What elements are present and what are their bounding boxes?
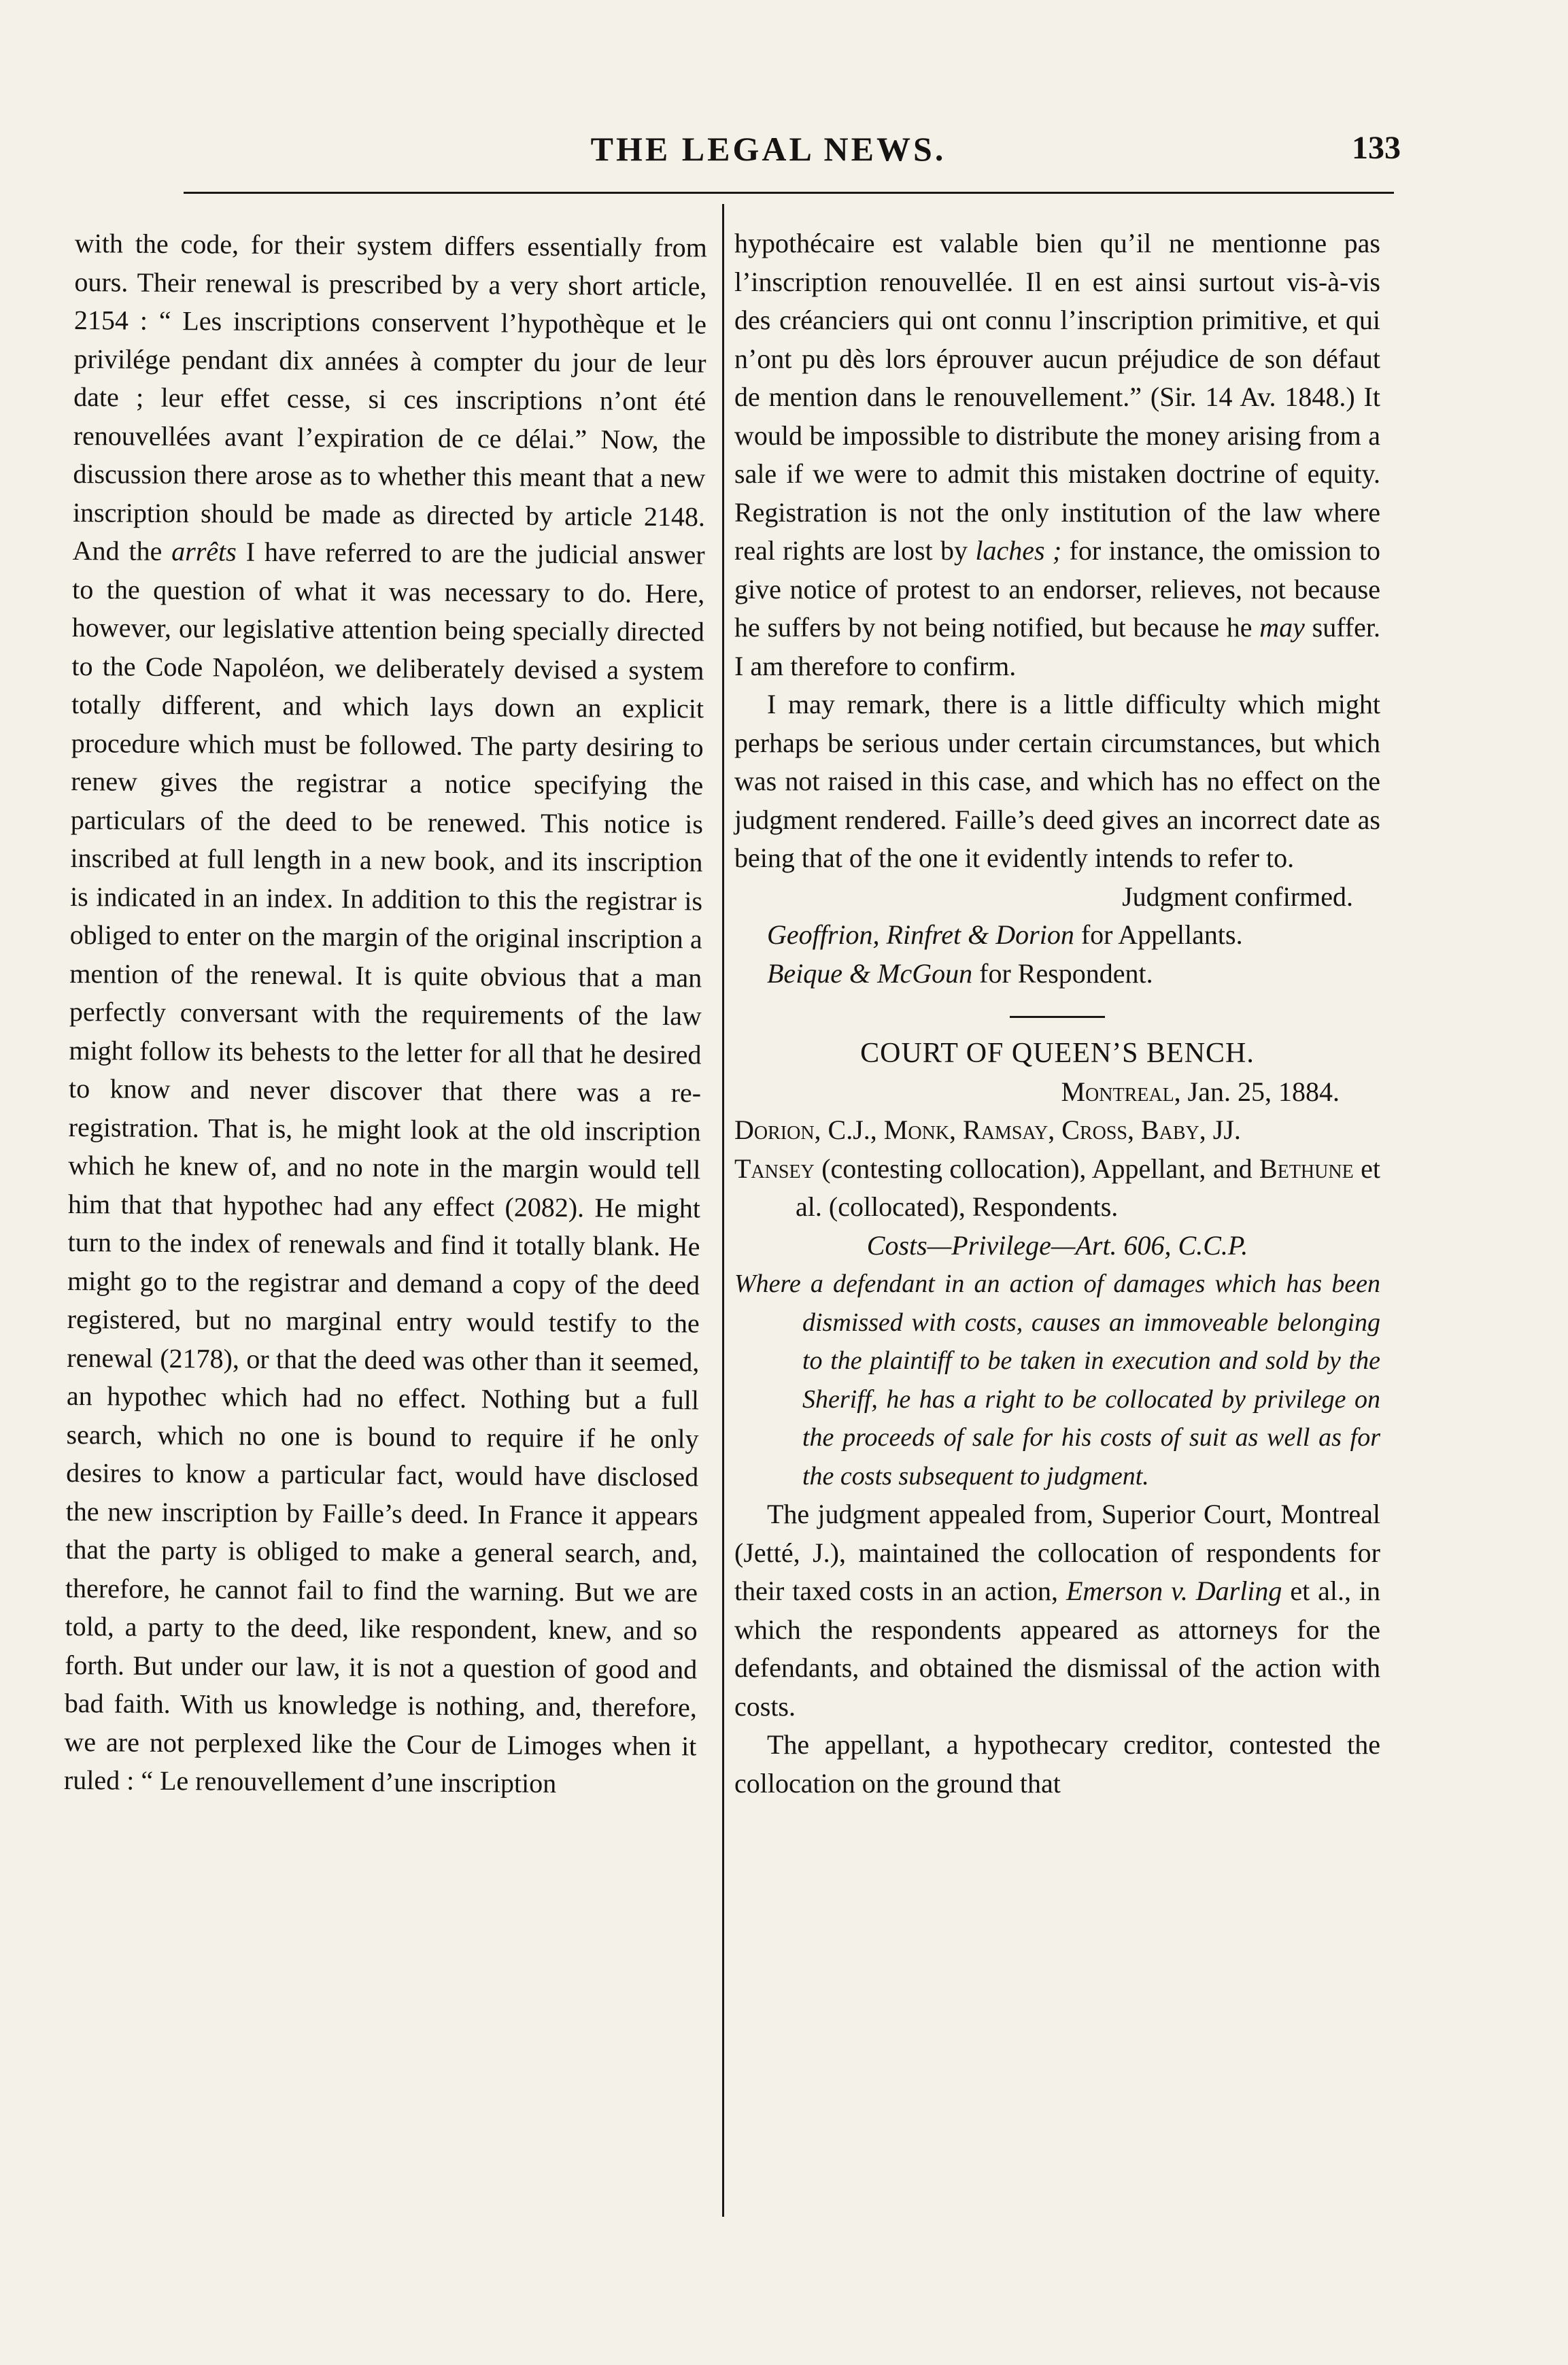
respondent-counsel: Beique & McGoun (767, 957, 973, 989)
remark-paragraph: I may remark, there is a little difficulty which might perhaps be serious under certain circumstances, but which was not raised in this case, and which has no effect on the judgment rendered. Faille’s deed gives an incorrect date as being that of the one it evidently intends to refer to. (734, 689, 1380, 873)
left-text-2: I have referred to are the judicial answer to the question of what it was necessary to do. Here, however, our legislative attention being specially directed to the Code Napoléon, we deliberately devised a system totally different, and which lays down an explicit procedure which must be followed. The party desiring to renew gives the registrar a notice specifying the particulars of the deed to be renewed. This notice is inscribed at full length in a new book, and its inscription is indicated in an index. In addition to this the registrar is obliged to enter on the margin of the original inscription a mention of the renewal. It is quite obvious that a man perfectly conversant with the requirements of the law might follow its behests to the letter for all that he desired to know and never discover that there was a re-registration. That is, he might look at the old inscription which he knew of, and no note in the margin would tell him that that hypothec had any effect (2082). He might turn to the index of renewals and find it totally blank. He might go to the registrar and demand a copy of the deed registered, but no marginal entry would testify to the renewal (2178), or that the deed was other than it seemed, an hypothec which had no effect. Nothing but a full search, which no one is bound to require if he only desires to know a particular fact, would have disclosed the new inscription by Faille’s deed. In France it appears that the party is obliged to make a general search, and, therefore, he cannot fail to find the warning. But we are told, a party to the deed, like respondent, knew, and so forth. But under our law, it is not a question of good and bad faith. With us knowledge is nothing, and, therefore, we are not perplexed like the Cour de Limoges when it ruled : “ Le renouvellement d’une inscription (63, 536, 705, 1799)
court-heading: COURT OF QUEEN’S BENCH. (860, 1038, 1255, 1069)
facts-text-b: et al., in which the respondents appeared as attorneys for the defendants, and obtained the dismissal of the action with costs. (734, 1576, 1380, 1722)
respondent-counsel-line (734, 955, 1380, 993)
appellants-label: for Appellants. (1074, 919, 1243, 950)
party-1-role: (contesting collocation), Appellant, and (814, 1153, 1260, 1184)
headnote: Where a defendant in an action of damages which has been dismissed with costs, causes an immoveable belonging to the plaintiff to be taken in execution and sold by the Sheriff, he has a right to be collocated by privilege on the proceeds of sale for his costs of suit as well as for the costs subsequent to judgment. (734, 1270, 1380, 1491)
judgment-line: Judgment confirmed. (1122, 881, 1353, 912)
appellants-counsel-line (734, 916, 1380, 955)
column-divider (722, 204, 724, 2217)
left-text-1: with the code, for their system differs essentially from ours. Their renewal is prescribed by a very short article, 2154 : “ Les inscriptions conservent l’hypothèque et le privilége pendant dix années à compter du jour de leur date ; leur effet cesse, si ces inscriptions n’ont été renouvellées avant l’expiration de ce délai.” Now, the discussion there arose as to whether this meant that a new inscription should be made as directed by article 2148. And the (72, 227, 707, 567)
page-number: 133 (1352, 130, 1401, 166)
opinion-conclusion (734, 224, 1380, 685)
parties-line (734, 1150, 1380, 1227)
respondent-label: for Respondent. (972, 957, 1153, 989)
party-2: Bethune (1259, 1153, 1354, 1184)
right-column (734, 224, 1380, 1803)
case-name: Emerson v. Darling (1066, 1576, 1282, 1606)
dateline-place: Montreal, (1061, 1076, 1181, 1107)
facts-paragraph (734, 1495, 1380, 1726)
judges-line (734, 1111, 1380, 1150)
page-header (177, 129, 1401, 190)
left-column (64, 224, 707, 1804)
right-text-1b: for instance, the omission to give notice of protest to an endorser, relieves, not because he suffers by not being notified, but because he (734, 535, 1380, 643)
catchwords: Costs—Privilege—Art. 606, C.C.P. (866, 1229, 1248, 1261)
laches-italic: laches ; (975, 535, 1062, 566)
judges-names: Dorion, C.J., Monk, Ramsay, Cross, Baby, (734, 1115, 1206, 1145)
section-divider (1010, 1016, 1105, 1018)
judges-suffix: JJ. (1206, 1115, 1241, 1145)
running-title: THE LEGAL NEWS. (590, 130, 947, 168)
contestation-paragraph: The appellant, a hypothecary creditor, contested the collocation on the ground that (734, 1729, 1380, 1799)
party-1: Tansey (734, 1153, 815, 1184)
arrets-italic: arrêts (171, 536, 237, 567)
left-paragraph (64, 224, 707, 1804)
dateline-date: Jan. 25, 1884. (1180, 1076, 1340, 1107)
header-rule (184, 192, 1394, 194)
party-2-role: et al. (collocated), Respondents. (796, 1153, 1380, 1222)
facts-text-a: The judgment appealed from, Superior Court, Montreal (Jetté, J.), maintained the collocation of respondents for their taxed costs in an action, (734, 1499, 1380, 1606)
may-italic: may (1259, 612, 1305, 643)
right-text-1c: suffer. I am therefore to confirm. (734, 612, 1380, 681)
appellants-counsel: Geoffrion, Rinfret & Dorion (767, 919, 1074, 950)
dateline (734, 1073, 1380, 1112)
right-text-1a: hypothécaire est valable bien qu’il ne mentionne pas l’inscription renouvellée. Il en est ainsi surtout vis-à-vis des créanciers qui ont connu l’inscription primitive, et qui n’ont pu dès lors éprouver aucun préjudice de son défaut de mention dans le renouvellement.” (Sir. 14 Av. 1848.) It would be impossible to distribute the money arising from a sale if we were to admit this mistaken doctrine of equity. Registration is not the only institution of the law where real rights are lost by (734, 228, 1380, 566)
